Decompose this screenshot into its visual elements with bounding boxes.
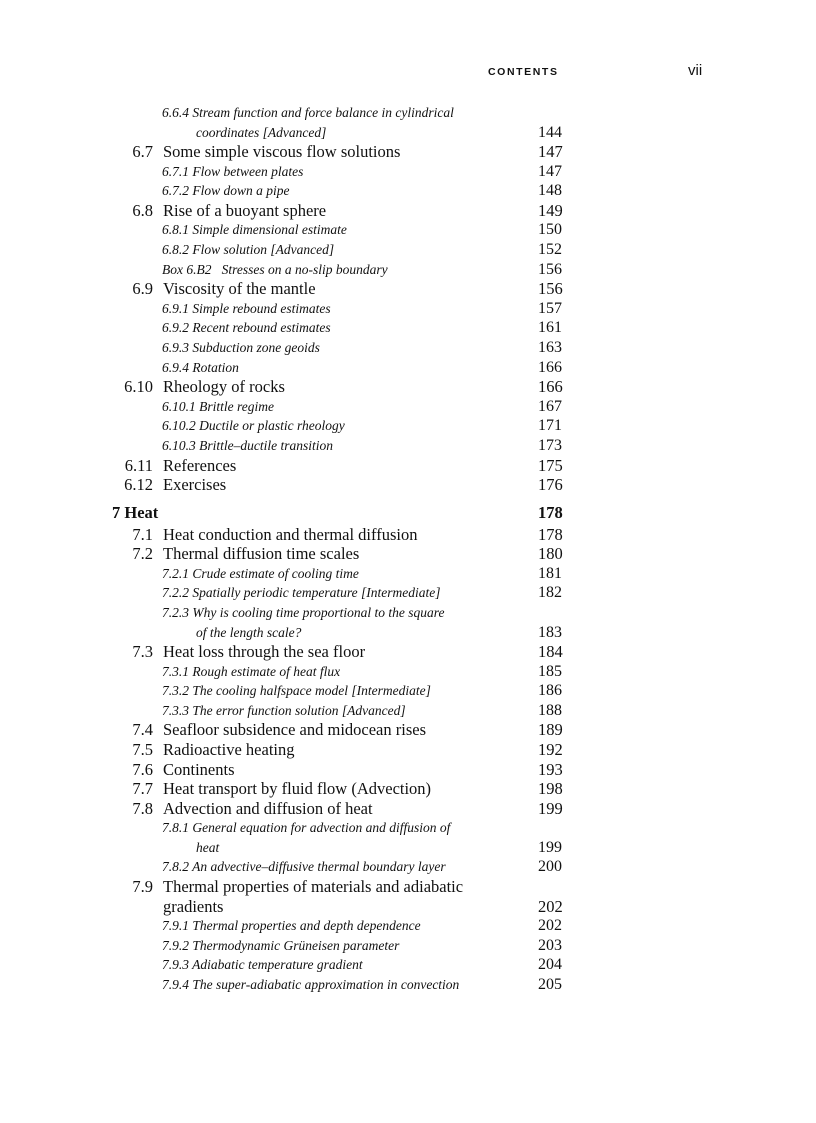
toc-subsection-entry xyxy=(0,662,816,682)
toc-entry-page: 178 xyxy=(538,502,563,522)
toc-entry-title-text: Thermal properties of materials and adiabatic xyxy=(163,877,464,896)
toc-entry-page: 181 xyxy=(538,564,562,582)
toc-entry-title-text: Crude estimate of cooling time xyxy=(192,565,359,581)
toc-entry-page: 205 xyxy=(538,975,562,993)
toc-entry-number: 7.9.3 xyxy=(162,957,189,973)
toc-entry-title xyxy=(162,436,333,456)
toc-entry-number: 6.7.2 xyxy=(162,183,189,199)
toc-entry-title-text: Simple rebound estimates xyxy=(192,300,331,316)
toc-entry-number: 6.10 xyxy=(124,377,153,397)
toc-entry-title xyxy=(163,720,426,740)
toc-entry-page: 148 xyxy=(538,182,562,200)
toc-entry-title-text: Heat loss through the sea floor xyxy=(163,642,366,662)
toc-entry-page: 156 xyxy=(538,260,562,278)
toc-subsection-entry xyxy=(0,103,816,142)
toc-entry-title-text: The error function solution [Advanced] xyxy=(192,702,406,718)
toc-entry-number: 7.3.3 xyxy=(162,702,189,718)
toc-entry-page: 198 xyxy=(538,779,563,799)
toc-entry-number: 6.9.2 xyxy=(162,320,189,336)
toc-entry-title-continuation: coordinates [Advanced] xyxy=(196,124,327,140)
toc-entry-title-text: Spatially periodic temperature [Intermediate] xyxy=(192,585,441,601)
toc-entry-title xyxy=(162,662,340,682)
toc-chapter-entry xyxy=(0,501,816,525)
toc-entry-title-text: The cooling halfspace model [Intermediate] xyxy=(192,683,431,699)
toc-entry-title xyxy=(162,681,431,701)
toc-subsection-entry xyxy=(0,916,816,936)
toc-subsection-entry xyxy=(0,701,816,721)
toc-entry-title-text: Heat xyxy=(124,502,159,522)
toc-entry-page: 199 xyxy=(538,798,563,818)
toc-entry-page: 163 xyxy=(538,338,562,356)
toc-entry-title xyxy=(162,240,334,260)
toc-entry-number: 7.3.1 xyxy=(162,663,189,679)
toc-entry-title-text: Advection and diffusion of heat xyxy=(163,798,373,818)
toc-entry-title xyxy=(163,377,285,397)
toc-entry-title xyxy=(162,181,290,201)
toc-entry-title xyxy=(162,936,399,956)
toc-entry-title-text: Why is cooling time proportional to the square xyxy=(192,605,445,621)
toc-entry-title xyxy=(162,220,347,240)
toc-entry-title xyxy=(162,975,459,995)
toc-entry-page: 183 xyxy=(538,623,562,641)
table-of-contents xyxy=(0,103,816,994)
toc-entry-title xyxy=(162,338,320,358)
toc-subsection-entry xyxy=(0,955,816,975)
toc-entry-title xyxy=(163,760,235,780)
toc-entry-page: 180 xyxy=(538,544,563,564)
toc-subsection-entry xyxy=(0,975,816,995)
toc-entry-title xyxy=(162,358,239,378)
toc-subsection-entry xyxy=(0,358,816,378)
toc-entry-title xyxy=(162,318,331,338)
toc-entry-number: 7.9.4 xyxy=(162,976,189,992)
toc-entry-title xyxy=(162,162,303,182)
toc-subsection-entry xyxy=(0,260,816,280)
toc-entry-number: 7.2.3 xyxy=(162,605,189,621)
toc-entry-title-text: Brittle regime xyxy=(199,398,274,414)
toc-section-entry xyxy=(0,740,816,760)
toc-entry-number: 7.8 xyxy=(132,798,153,818)
toc-entry-title xyxy=(163,779,431,799)
toc-entry-title-text: Thermal diffusion time scales xyxy=(163,544,360,564)
toc-section-entry xyxy=(0,201,816,221)
toc-entry-title xyxy=(162,583,440,603)
toc-entry-title-text: Seafloor subsidence and midocean rises xyxy=(163,720,427,740)
toc-entry-page: 166 xyxy=(538,358,562,376)
toc-entry-title xyxy=(163,456,236,476)
toc-section-entry xyxy=(0,642,816,662)
toc-entry-page: 202 xyxy=(538,917,562,934)
toc-entry-title xyxy=(163,740,295,760)
toc-entry-page: 178 xyxy=(538,524,563,544)
toc-entry-title xyxy=(163,799,373,819)
toc-subsection-entry xyxy=(0,338,816,358)
toc-entry-title-text: Thermodynamic Grüneisen parameter xyxy=(192,937,400,953)
toc-entry-title xyxy=(163,642,365,662)
toc-entry-title xyxy=(163,201,326,221)
toc-section-entry xyxy=(0,799,816,819)
toc-entry-number: 7 xyxy=(112,502,121,522)
toc-entry-page: 203 xyxy=(538,936,562,954)
toc-entry-page: 152 xyxy=(538,240,562,258)
toc-entry-page: 150 xyxy=(538,221,562,239)
toc-entry-number: 7.9 xyxy=(132,877,153,896)
toc-entry-title-text: Recent rebound estimates xyxy=(192,320,331,336)
toc-entry-title xyxy=(162,857,446,877)
toc-entry-number: 7.4 xyxy=(132,720,153,740)
toc-section-entry xyxy=(0,475,816,495)
toc-entry-title xyxy=(162,564,359,584)
toc-entry-title xyxy=(163,544,359,564)
toc-entry-page: 185 xyxy=(538,662,562,680)
toc-entry-title-text: The super-adiabatic approximation in convection xyxy=(192,976,460,992)
running-head: CONTENTS xyxy=(488,66,559,78)
toc-subsection-entry xyxy=(0,818,816,857)
toc-entry-title-text: Exercises xyxy=(163,475,227,495)
toc-subsection-entry xyxy=(0,240,816,260)
toc-entry-title-text: Flow solution [Advanced] xyxy=(192,241,335,257)
toc-section-entry xyxy=(0,760,816,780)
toc-entry-page: 147 xyxy=(538,142,563,161)
toc-entry-number: 6.9.4 xyxy=(162,359,189,375)
toc-section-entry xyxy=(0,720,816,740)
toc-entry-page: 175 xyxy=(538,455,563,475)
toc-entry-page: 171 xyxy=(538,417,562,435)
toc-subsection-entry xyxy=(0,603,816,642)
toc-entry-page: 184 xyxy=(538,642,563,662)
toc-entry-title xyxy=(163,279,316,299)
toc-entry-number: 6.6.4 xyxy=(162,105,189,120)
toc-entry-title xyxy=(163,877,463,916)
toc-entry-number: 7.7 xyxy=(132,779,153,799)
toc-entry-title-text: Flow between plates xyxy=(192,163,304,179)
toc-entry-title-text: Stream function and force balance in cylindrical xyxy=(192,105,454,120)
toc-entry-title-text: Rheology of rocks xyxy=(163,377,285,397)
toc-entry-title-text: Rise of a buoyant sphere xyxy=(163,200,327,220)
toc-subsection-entry xyxy=(0,583,816,603)
toc-entry-title-text: Some simple viscous flow solutions xyxy=(163,142,401,161)
toc-entry-number: 7.2.1 xyxy=(162,565,189,581)
toc-entry-page: 189 xyxy=(538,720,563,740)
toc-section-entry xyxy=(0,877,816,916)
toc-entry-page: 204 xyxy=(538,956,562,974)
toc-entry-title-text: Simple dimensional estimate xyxy=(192,222,347,238)
toc-entry-number: 7.1 xyxy=(132,524,153,544)
page-number: vii xyxy=(688,62,703,79)
toc-entry-title xyxy=(112,501,158,525)
toc-entry-title-text: Continents xyxy=(163,759,235,779)
toc-entry-number: 7.2 xyxy=(132,544,153,564)
toc-entry-title-text: Adiabatic temperature gradient xyxy=(192,957,363,973)
toc-entry-page: 166 xyxy=(538,377,563,397)
toc-entry-page: 144 xyxy=(538,123,562,141)
toc-entry-title-text: Viscosity of the mantle xyxy=(163,279,316,299)
toc-entry-title-text: Stresses on a no-slip boundary xyxy=(221,261,388,277)
toc-subsection-entry xyxy=(0,162,816,182)
toc-subsection-entry xyxy=(0,936,816,956)
toc-subsection-entry xyxy=(0,220,816,240)
toc-section-entry xyxy=(0,142,816,162)
toc-entry-number: 7.2.2 xyxy=(162,585,189,601)
toc-entry-number: 6.9.1 xyxy=(162,300,189,316)
toc-subsection-entry xyxy=(0,681,816,701)
toc-section-entry xyxy=(0,377,816,397)
toc-entry-number: 6.9.3 xyxy=(162,339,189,355)
toc-subsection-entry xyxy=(0,436,816,456)
toc-entry-title-text: Heat transport by fluid flow (Advection) xyxy=(163,779,432,799)
toc-section-entry xyxy=(0,456,816,476)
toc-entry-number: 6.11 xyxy=(124,455,153,475)
toc-entry-title xyxy=(162,416,345,436)
toc-entry-page: 182 xyxy=(538,584,562,602)
toc-entry-page: 157 xyxy=(538,299,562,317)
toc-entry-number: 7.8.1 xyxy=(162,820,189,836)
toc-entry-number: 6.10.2 xyxy=(162,418,196,434)
toc-entry-title-text: General equation for advection and diffusion of xyxy=(192,820,451,836)
toc-subsection-entry xyxy=(0,397,816,417)
toc-entry-title-text: Brittle–ductile transition xyxy=(199,437,333,453)
toc-section-entry xyxy=(0,279,816,299)
toc-entry-number: 6.8 xyxy=(132,200,153,220)
toc-entry-title xyxy=(162,701,406,721)
toc-entry-title xyxy=(163,475,226,495)
toc-entry-title xyxy=(162,260,388,280)
toc-entry-page: 200 xyxy=(538,858,562,876)
toc-entry-page: 173 xyxy=(538,436,562,454)
toc-entry-number: 6.10.3 xyxy=(162,437,196,453)
toc-entry-number: Box 6.B2 xyxy=(162,261,212,277)
toc-entry-page: 193 xyxy=(538,759,563,779)
toc-entry-number: 6.12 xyxy=(124,475,153,495)
toc-entry-number: 7.9.2 xyxy=(162,937,189,953)
toc-entry-title xyxy=(162,103,454,142)
toc-entry-number: 6.8.2 xyxy=(162,241,189,257)
toc-section-entry xyxy=(0,525,816,545)
toc-entry-page: 149 xyxy=(538,200,563,220)
toc-entry-page: 186 xyxy=(538,682,562,700)
toc-section-entry xyxy=(0,779,816,799)
toc-entry-title xyxy=(162,955,363,975)
toc-entry-title-continuation: gradients xyxy=(163,896,224,916)
toc-entry-page: 156 xyxy=(538,279,563,299)
toc-subsection-entry xyxy=(0,299,816,319)
toc-entry-number: 6.9 xyxy=(132,279,153,299)
toc-entry-page: 199 xyxy=(538,839,562,856)
toc-entry-title xyxy=(163,525,417,545)
toc-entry-title xyxy=(162,916,421,936)
toc-section-entry xyxy=(0,544,816,564)
toc-entry-title-text: Heat conduction and thermal diffusion xyxy=(163,524,418,544)
toc-entry-page: 161 xyxy=(538,319,562,337)
toc-entry-title-text: Rotation xyxy=(192,359,239,375)
toc-subsection-entry xyxy=(0,318,816,338)
toc-entry-title xyxy=(162,299,331,319)
toc-entry-title xyxy=(162,397,274,417)
toc-entry-title xyxy=(162,818,450,857)
toc-entry-page: 192 xyxy=(538,740,563,760)
toc-entry-number: 7.8.2 xyxy=(162,859,189,875)
toc-entry-title xyxy=(163,142,400,162)
toc-entry-number: 7.3.2 xyxy=(162,683,189,699)
toc-entry-page: 188 xyxy=(538,701,562,719)
toc-subsection-entry xyxy=(0,416,816,436)
toc-entry-page: 147 xyxy=(538,162,562,180)
toc-entry-title-text: References xyxy=(163,455,237,475)
toc-entry-number: 6.8.1 xyxy=(162,222,189,238)
toc-entry-title-text: Radioactive heating xyxy=(163,740,295,760)
toc-subsection-entry xyxy=(0,564,816,584)
toc-entry-title-text: Thermal properties and depth dependence xyxy=(192,918,421,933)
toc-entry-title-text: Flow down a pipe xyxy=(192,183,290,199)
toc-entry-number: 7.5 xyxy=(132,740,153,760)
toc-entry-number: 6.10.1 xyxy=(162,398,196,414)
toc-entry-title-continuation: of the length scale? xyxy=(196,624,302,640)
toc-entry-title-text: Subduction zone geoids xyxy=(192,339,320,355)
toc-subsection-entry xyxy=(0,857,816,877)
toc-entry-page: 202 xyxy=(538,896,563,916)
toc-entry-title-continuation: heat xyxy=(196,840,220,855)
toc-entry-number: 7.3 xyxy=(132,642,153,662)
toc-entry-title-text: Ductile or plastic rheology xyxy=(199,418,345,434)
toc-entry-number: 6.7 xyxy=(132,142,153,161)
toc-entry-title xyxy=(162,603,444,642)
toc-subsection-entry xyxy=(0,181,816,201)
toc-entry-number: 7.6 xyxy=(132,759,153,779)
toc-entry-title-text: An advective–diffusive thermal boundary layer xyxy=(192,859,446,875)
toc-entry-page: 167 xyxy=(538,397,562,415)
toc-entry-title-text: Rough estimate of heat flux xyxy=(192,663,341,679)
toc-entry-number: 7.9.1 xyxy=(162,918,189,933)
toc-entry-number: 6.7.1 xyxy=(162,163,189,179)
toc-entry-page: 176 xyxy=(538,475,563,495)
